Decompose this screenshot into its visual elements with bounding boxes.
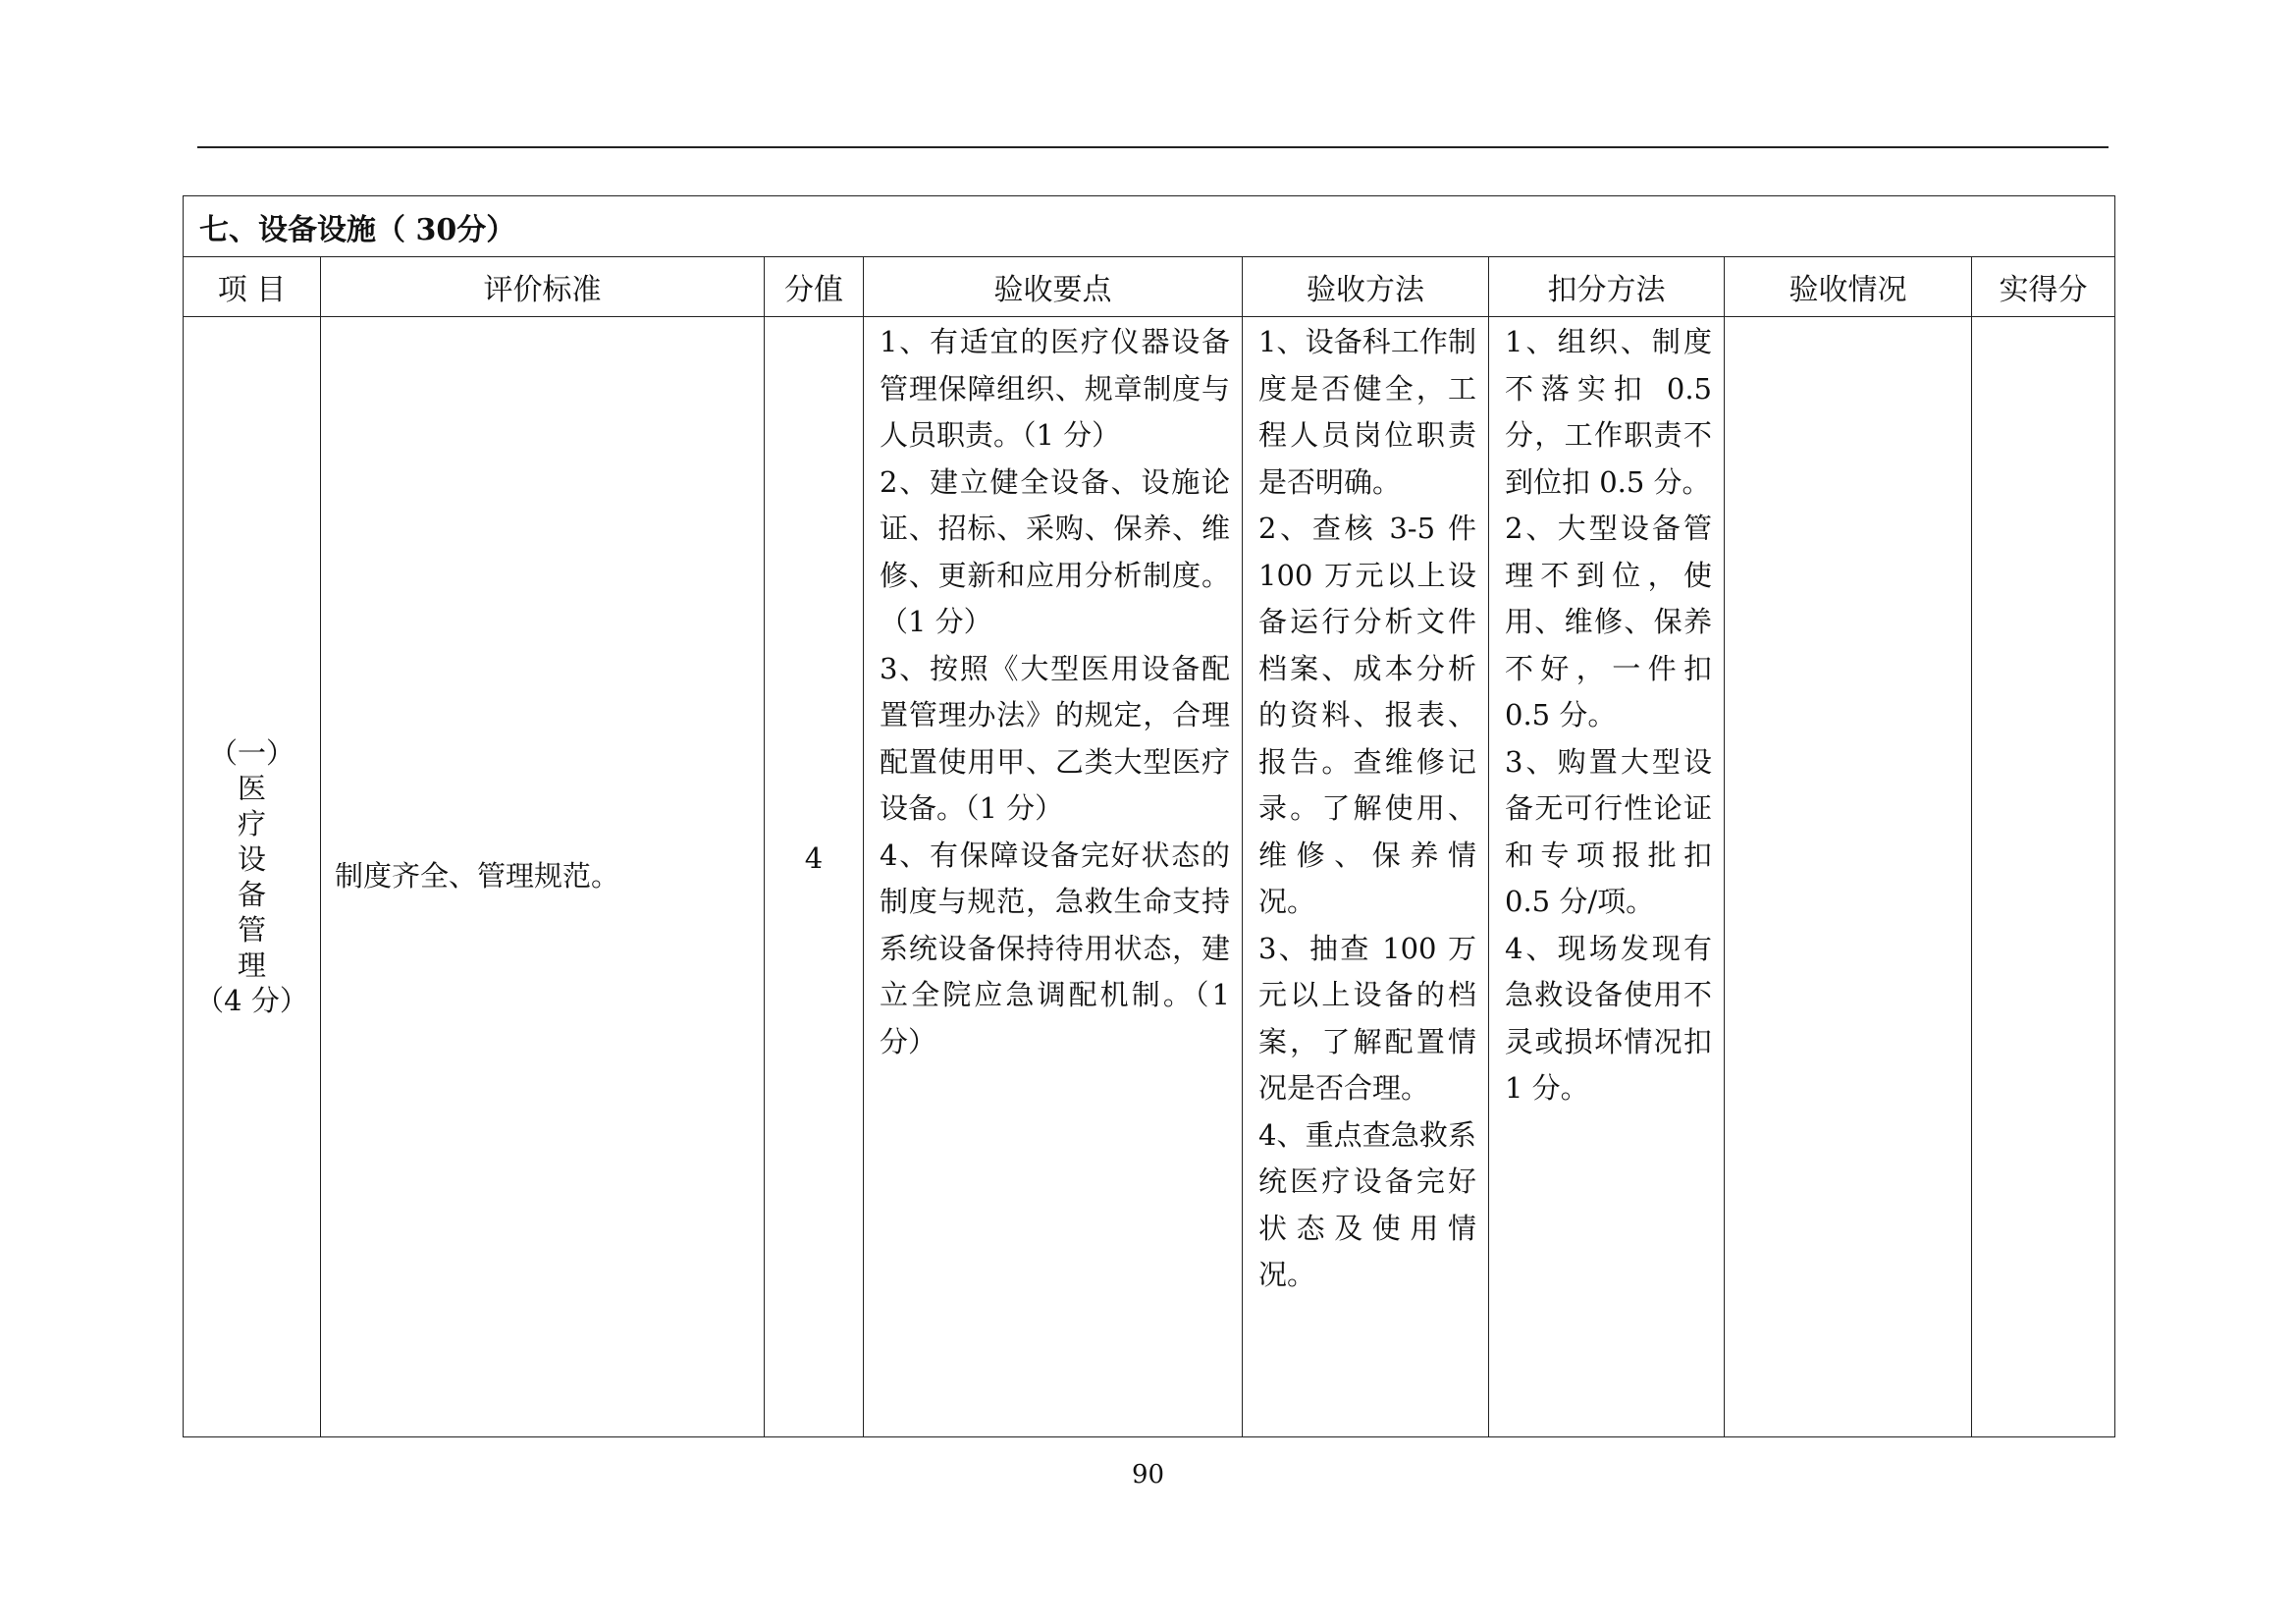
column-header-methods: 验收方法 [1243,257,1489,317]
header-rule [197,146,2109,148]
acceptance-status-cell[interactable] [1725,317,1972,1437]
actual-score-cell[interactable] [1972,317,2115,1437]
standard-cell: 制度齐全、管理规范。 [321,317,765,1437]
column-header-acceptance-status: 验收情况 [1725,257,1972,317]
page-number: 90 [1131,1460,1165,1489]
deduction: 2、大型设备管理不到位，使用、维修、保养不好，一件扣 0.5 分。 [1505,512,1712,731]
table-row [184,317,2115,1437]
deduction: 1、组织、制度不落实扣 0.5 分，工作职责不到位扣 0.5 分。 [1505,325,1712,499]
item-line: 医 [237,772,266,805]
column-header-score: 分值 [765,257,864,317]
section-title: 七、设备设施（ 30分） [184,196,2115,257]
column-header-row [184,257,2115,317]
column-header-actual-score: 实得分 [1972,257,2115,317]
deduction: 4、现场发现有急救设备使用不灵或损坏情况扣 1 分。 [1505,931,1712,1105]
item-line: 管 [237,913,266,947]
item-line: （4 分） [195,984,308,1017]
method: 1、设备科工作制度是否健全，工程人员岗位职责是否明确。 [1258,325,1476,499]
key-point: 4、有保障设备完好状态的制度与规范，急救生命支持系统设备保持待用状态，建立全院应急调配机制。（1 分） [880,838,1230,1058]
item-line: 备 [237,878,266,911]
column-header-deductions: 扣分方法 [1489,257,1725,317]
evaluation-table [183,195,2115,1437]
key-points-cell [864,317,1243,1437]
method: 2、查核 3-5 件 100 万元以上设备运行分析文件档案、成本分析的资料、报表、报告。查维修记录。了解使用、维修、保养情况。 [1258,512,1476,918]
item-line: （一） [208,736,294,770]
score-cell: 4 [765,317,864,1437]
methods-cell [1243,317,1489,1437]
key-point: 3、按照《大型医用设备配置管理办法》的规定，合理配置使用甲、乙类大型医疗设备。（1 分） [880,651,1230,825]
key-point: 2、建立健全设备、设施论证、招标、采购、保养、维修、更新和应用分析制度。（1 分） [880,464,1230,638]
method: 3、抽查 100 万元以上设备的档案，了解配置情况是否合理。 [1258,931,1476,1105]
column-header-item: 项 目 [184,257,321,317]
key-point: 1、有适宜的医疗仪器设备管理保障组织、规章制度与人员职责。（1 分） [880,325,1230,452]
method: 4、重点查急救系统医疗设备完好状态及使用情况。 [1258,1117,1476,1291]
item-line: 理 [237,948,266,982]
item-cell [184,317,321,1437]
item-line: 疗 [237,807,266,840]
deduction: 3、购置大型设备无可行性论证和专项报批扣 0.5 分/项。 [1505,744,1712,918]
column-header-standard: 评价标准 [321,257,765,317]
deductions-cell [1489,317,1725,1437]
column-header-key-points: 验收要点 [864,257,1243,317]
item-line: 设 [237,842,266,876]
